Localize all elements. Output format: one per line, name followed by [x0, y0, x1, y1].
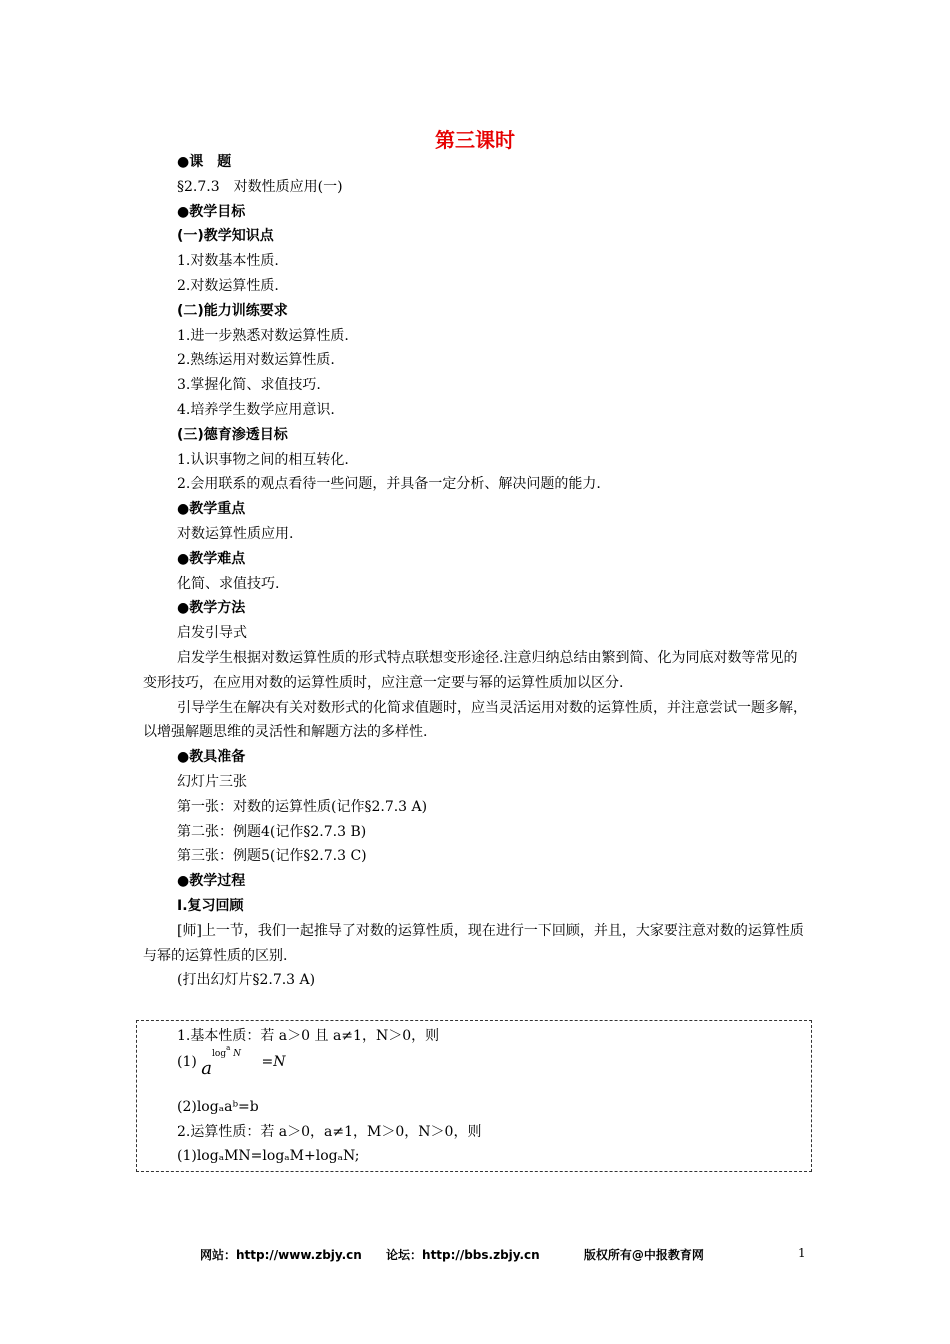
- paragraph: 启发学生根据对数运算性质的形式特点联想变形途径.注意归纳总结由繁到简、化为同底对数等常见的变形技巧，在应用对数的运算性质时，应注意一定要与幂的运算性质加以区分.: [143, 649, 798, 691]
- box-line-ops: 2.运算性质：若 a＞0，a≠1，M＞0，N＞0，则: [177, 1123, 482, 1140]
- text-line: 幻灯片三张: [177, 773, 247, 790]
- formula-prefix: (1): [177, 1053, 197, 1070]
- text-line: 2.会用联系的观点看待一些问题，并具备一定分析、解决问题的能力.: [177, 476, 601, 493]
- section-heading: ●教学目标: [177, 203, 246, 220]
- text-line: 2.对数运算性质.: [177, 277, 279, 294]
- formula-exp: loga N: [212, 1043, 242, 1059]
- section-heading: ●课 题: [177, 154, 232, 170]
- box-formula-3: (1)logₐMN=logₐM+logₐN;: [177, 1148, 360, 1165]
- text-line: 3.掌握化简、求值技巧.: [177, 377, 321, 394]
- page-number: 1: [798, 1246, 806, 1260]
- page-title: 第三课时: [435, 128, 515, 152]
- footer-site: 网站：http://www.zbjy.cn: [200, 1248, 362, 1262]
- formula-rhs: =N: [261, 1053, 286, 1070]
- slide-box: [136, 1020, 812, 1172]
- footer-copyright: 版权所有@中报教育网: [583, 1248, 704, 1262]
- section-heading: (三)德育渗透目标: [177, 426, 288, 443]
- text-line: 2.熟练运用对数运算性质.: [177, 352, 335, 369]
- text-line: 第一张：对数的运算性质(记作§2.7.3 A): [177, 798, 428, 815]
- formula-base: a: [201, 1057, 213, 1079]
- paragraph: [师]上一节，我们一起推导了对数的运算性质，现在进行一下回顾，并且，大家要注意对数的运算性质与幂的运算性质的区别.: [143, 922, 804, 964]
- paragraph: 引导学生在解决有关对数形式的化简求值题时，应当灵活运用对数的运算性质，并注意尝试一题多解，以增强解题思维的灵活性和解题方法的多样性.: [143, 699, 807, 741]
- text-line: 第三张：例题5(记作§2.7.3 C): [177, 848, 367, 865]
- section-heading: ●教具准备: [177, 749, 246, 766]
- text-line: 1.对数基本性质.: [177, 253, 279, 270]
- section-heading: (一)教学知识点: [177, 228, 274, 245]
- text-line: 对数运算性质应用.: [177, 525, 294, 542]
- text-line: 第二张：例题4(记作§2.7.3 B): [177, 823, 367, 840]
- box-formula-1: [177, 1043, 797, 1095]
- section-heading: ●教学难点: [177, 550, 246, 567]
- footer-forum: 论坛：http://bbs.zbjy.cn: [386, 1248, 540, 1262]
- text-line: 化简、求值技巧.: [177, 575, 280, 592]
- text-line: 启发引导式: [177, 625, 247, 642]
- section-heading: ●教学方法: [177, 600, 246, 617]
- text-line: 1.认识事物之间的相互转化.: [177, 451, 349, 468]
- page-footer: [200, 1246, 810, 1263]
- section-heading: Ⅰ.复习回顾: [177, 897, 244, 914]
- section-heading: ●教学重点: [177, 501, 246, 518]
- text-line: 4.培养学生数学应用意识.: [177, 401, 335, 418]
- section-heading: ●教学过程: [177, 873, 246, 890]
- text-line: 1.进一步熟悉对数运算性质.: [177, 327, 349, 344]
- text-line: §2.7.3 对数性质应用(一): [177, 178, 343, 195]
- document-body: [143, 150, 808, 993]
- box-formula-2: (2)logₐaᵇ=b: [177, 1098, 259, 1115]
- text-line: (打出幻灯片§2.7.3 A): [177, 972, 316, 989]
- box-line-basic: 1.基本性质：若 a＞0 且 a≠1，N＞0，则: [177, 1028, 440, 1044]
- section-heading: (二)能力训练要求: [177, 302, 288, 319]
